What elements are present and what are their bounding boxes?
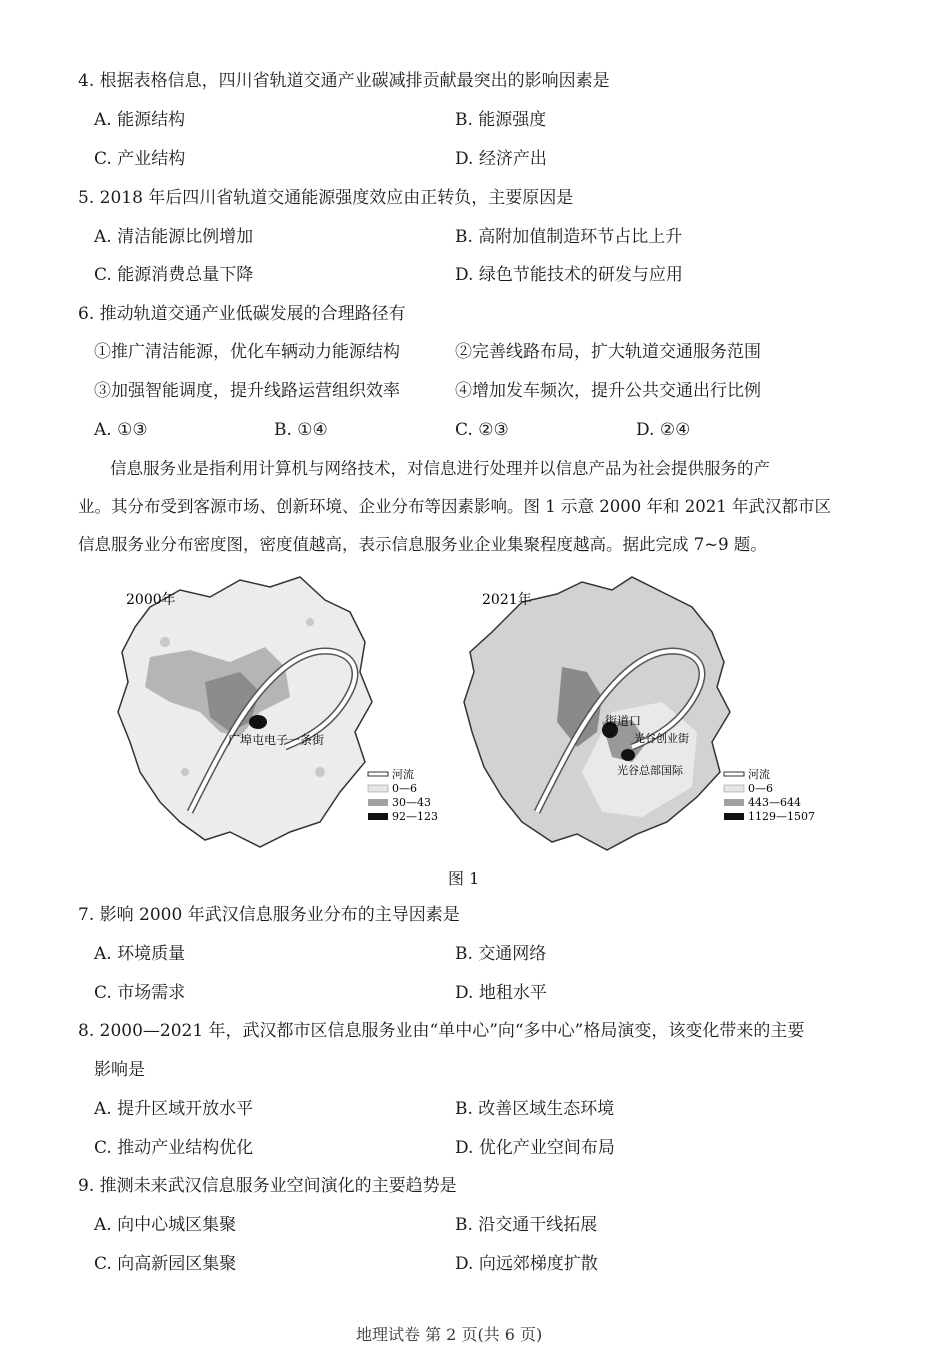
q9-option-a: A. 向中心城区集聚 xyxy=(94,1215,237,1235)
q4-option-c: C. 产业结构 xyxy=(94,149,186,169)
q9-option-d: D. 向远郊梯度扩散 xyxy=(455,1254,598,1274)
q5-option-a: A. 清洁能源比例增加 xyxy=(94,227,254,247)
map-2021-place-label-2: 光谷创业街 xyxy=(634,732,689,745)
map-2021-place-label-1: 街道口 xyxy=(605,714,642,728)
q5-option-c: C. 能源消费总量下降 xyxy=(94,265,254,285)
legend-2000-low: 0—6 xyxy=(392,782,417,795)
q4-option-b: B. 能源强度 xyxy=(455,110,547,130)
passage-line-2: 业。其分布受到客源市场、创新环境、企业分布等因素影响。图 1 示意 2000 年和 2021 年武汉都市区 xyxy=(78,497,831,516)
q7-option-c: C. 市场需求 xyxy=(94,983,186,1003)
q6-statement-4: ④增加发车频次，提升公共交通出行比例 xyxy=(455,381,761,401)
q8-option-c: C. 推动产业结构优化 xyxy=(94,1138,254,1158)
legend-2000-high: 92—123 xyxy=(392,810,438,823)
q6-option-d: D. ②④ xyxy=(636,420,691,440)
q8-option-b: B. 改善区域生态环境 xyxy=(455,1099,615,1119)
q4-option-d: D. 经济产出 xyxy=(455,149,547,169)
q6-statement-1: ①推广清洁能源，优化车辆动力能源结构 xyxy=(94,342,400,362)
map-2021-legend xyxy=(724,767,815,823)
map-2000-patch xyxy=(315,767,325,777)
q8-stem-line-1: 8. 2000—2021 年，武汉都市区信息服务业由“单中心”向“多中心”格局演变，该变化带来的主要 xyxy=(78,1021,805,1041)
q5-option-b: B. 高附加值制造环节占比上升 xyxy=(455,227,683,247)
map-2021-year: 2021年 xyxy=(482,592,532,608)
q8-option-a: A. 提升区域开放水平 xyxy=(94,1099,254,1119)
q6-statement-2: ②完善线路布局，扩大轨道交通服务范围 xyxy=(455,342,761,362)
q7-option-b: B. 交通网络 xyxy=(455,944,547,964)
q6-option-b: B. ①④ xyxy=(274,420,328,440)
legend-2000-mid: 30—43 xyxy=(392,796,431,809)
page-footer: 地理试卷 第 2 页(共 6 页) xyxy=(356,1325,543,1344)
legend-2021-high: 1129—1507 xyxy=(748,810,815,823)
passage-line-3: 信息服务业分布密度图，密度值越高，表示信息服务业企业集聚程度越高。据此完成 7~9 题。 xyxy=(78,535,767,554)
q7-option-a: A. 环境质量 xyxy=(94,944,186,964)
map-2000-place-label: 广埠屯电子一条街 xyxy=(228,733,325,747)
map-2000-patch xyxy=(160,637,170,647)
passage-line-1: 信息服务业是指利用计算机与网络技术，对信息进行处理并以信息产品为社会提供服务的产 xyxy=(110,459,770,478)
q9-stem: 9. 推测未来武汉信息服务业空间演化的主要趋势是 xyxy=(78,1176,457,1196)
q9-option-b: B. 沿交通干线拓展 xyxy=(455,1215,598,1235)
figure-1-maps xyxy=(110,572,830,852)
map-2000-legend xyxy=(368,767,438,823)
map-2000-patch xyxy=(181,768,189,776)
passage xyxy=(78,450,868,564)
q6-option-a: A. ①③ xyxy=(94,420,148,440)
map-2000 xyxy=(118,577,438,847)
q5-option-d: D. 绿色节能技术的研发与应用 xyxy=(455,265,683,285)
q5-stem: 5. 2018 年后四川省轨道交通能源强度效应由正转负，主要原因是 xyxy=(78,188,574,208)
q7-option-d: D. 地租水平 xyxy=(455,983,547,1003)
q6-option-c: C. ②③ xyxy=(455,420,509,440)
legend-2000-river: 河流 xyxy=(392,768,414,781)
q4-option-a: A. 能源结构 xyxy=(94,110,186,130)
q9-option-c: C. 向高新园区集聚 xyxy=(94,1254,237,1274)
legend-2021-mid: 443—644 xyxy=(748,796,801,809)
legend-2021-river: 河流 xyxy=(748,768,770,781)
map-2000-year: 2000年 xyxy=(126,592,176,608)
figure-caption: 图 1 xyxy=(448,869,480,888)
map-2021-place-label-3: 光谷总部国际 xyxy=(617,764,683,777)
figure-1 xyxy=(110,572,830,852)
map-2000-patch xyxy=(306,618,314,626)
legend-2021-low: 0—6 xyxy=(748,782,773,795)
q7-stem: 7. 影响 2000 年武汉信息服务业分布的主导因素是 xyxy=(78,905,460,925)
q6-stem: 6. 推动轨道交通产业低碳发展的合理路径有 xyxy=(78,304,406,324)
q6-statement-3: ③加强智能调度，提升线路运营组织效率 xyxy=(94,381,400,401)
q8-option-d: D. 优化产业空间布局 xyxy=(455,1138,615,1158)
q4-stem: 4. 根据表格信息，四川省轨道交通产业碳减排贡献最突出的影响因素是 xyxy=(78,71,610,91)
map-2021 xyxy=(464,577,815,850)
map-2021-high-density-2 xyxy=(621,749,635,761)
map-2000-high-density xyxy=(249,715,267,729)
q8-stem-line-2: 影响是 xyxy=(94,1060,145,1080)
